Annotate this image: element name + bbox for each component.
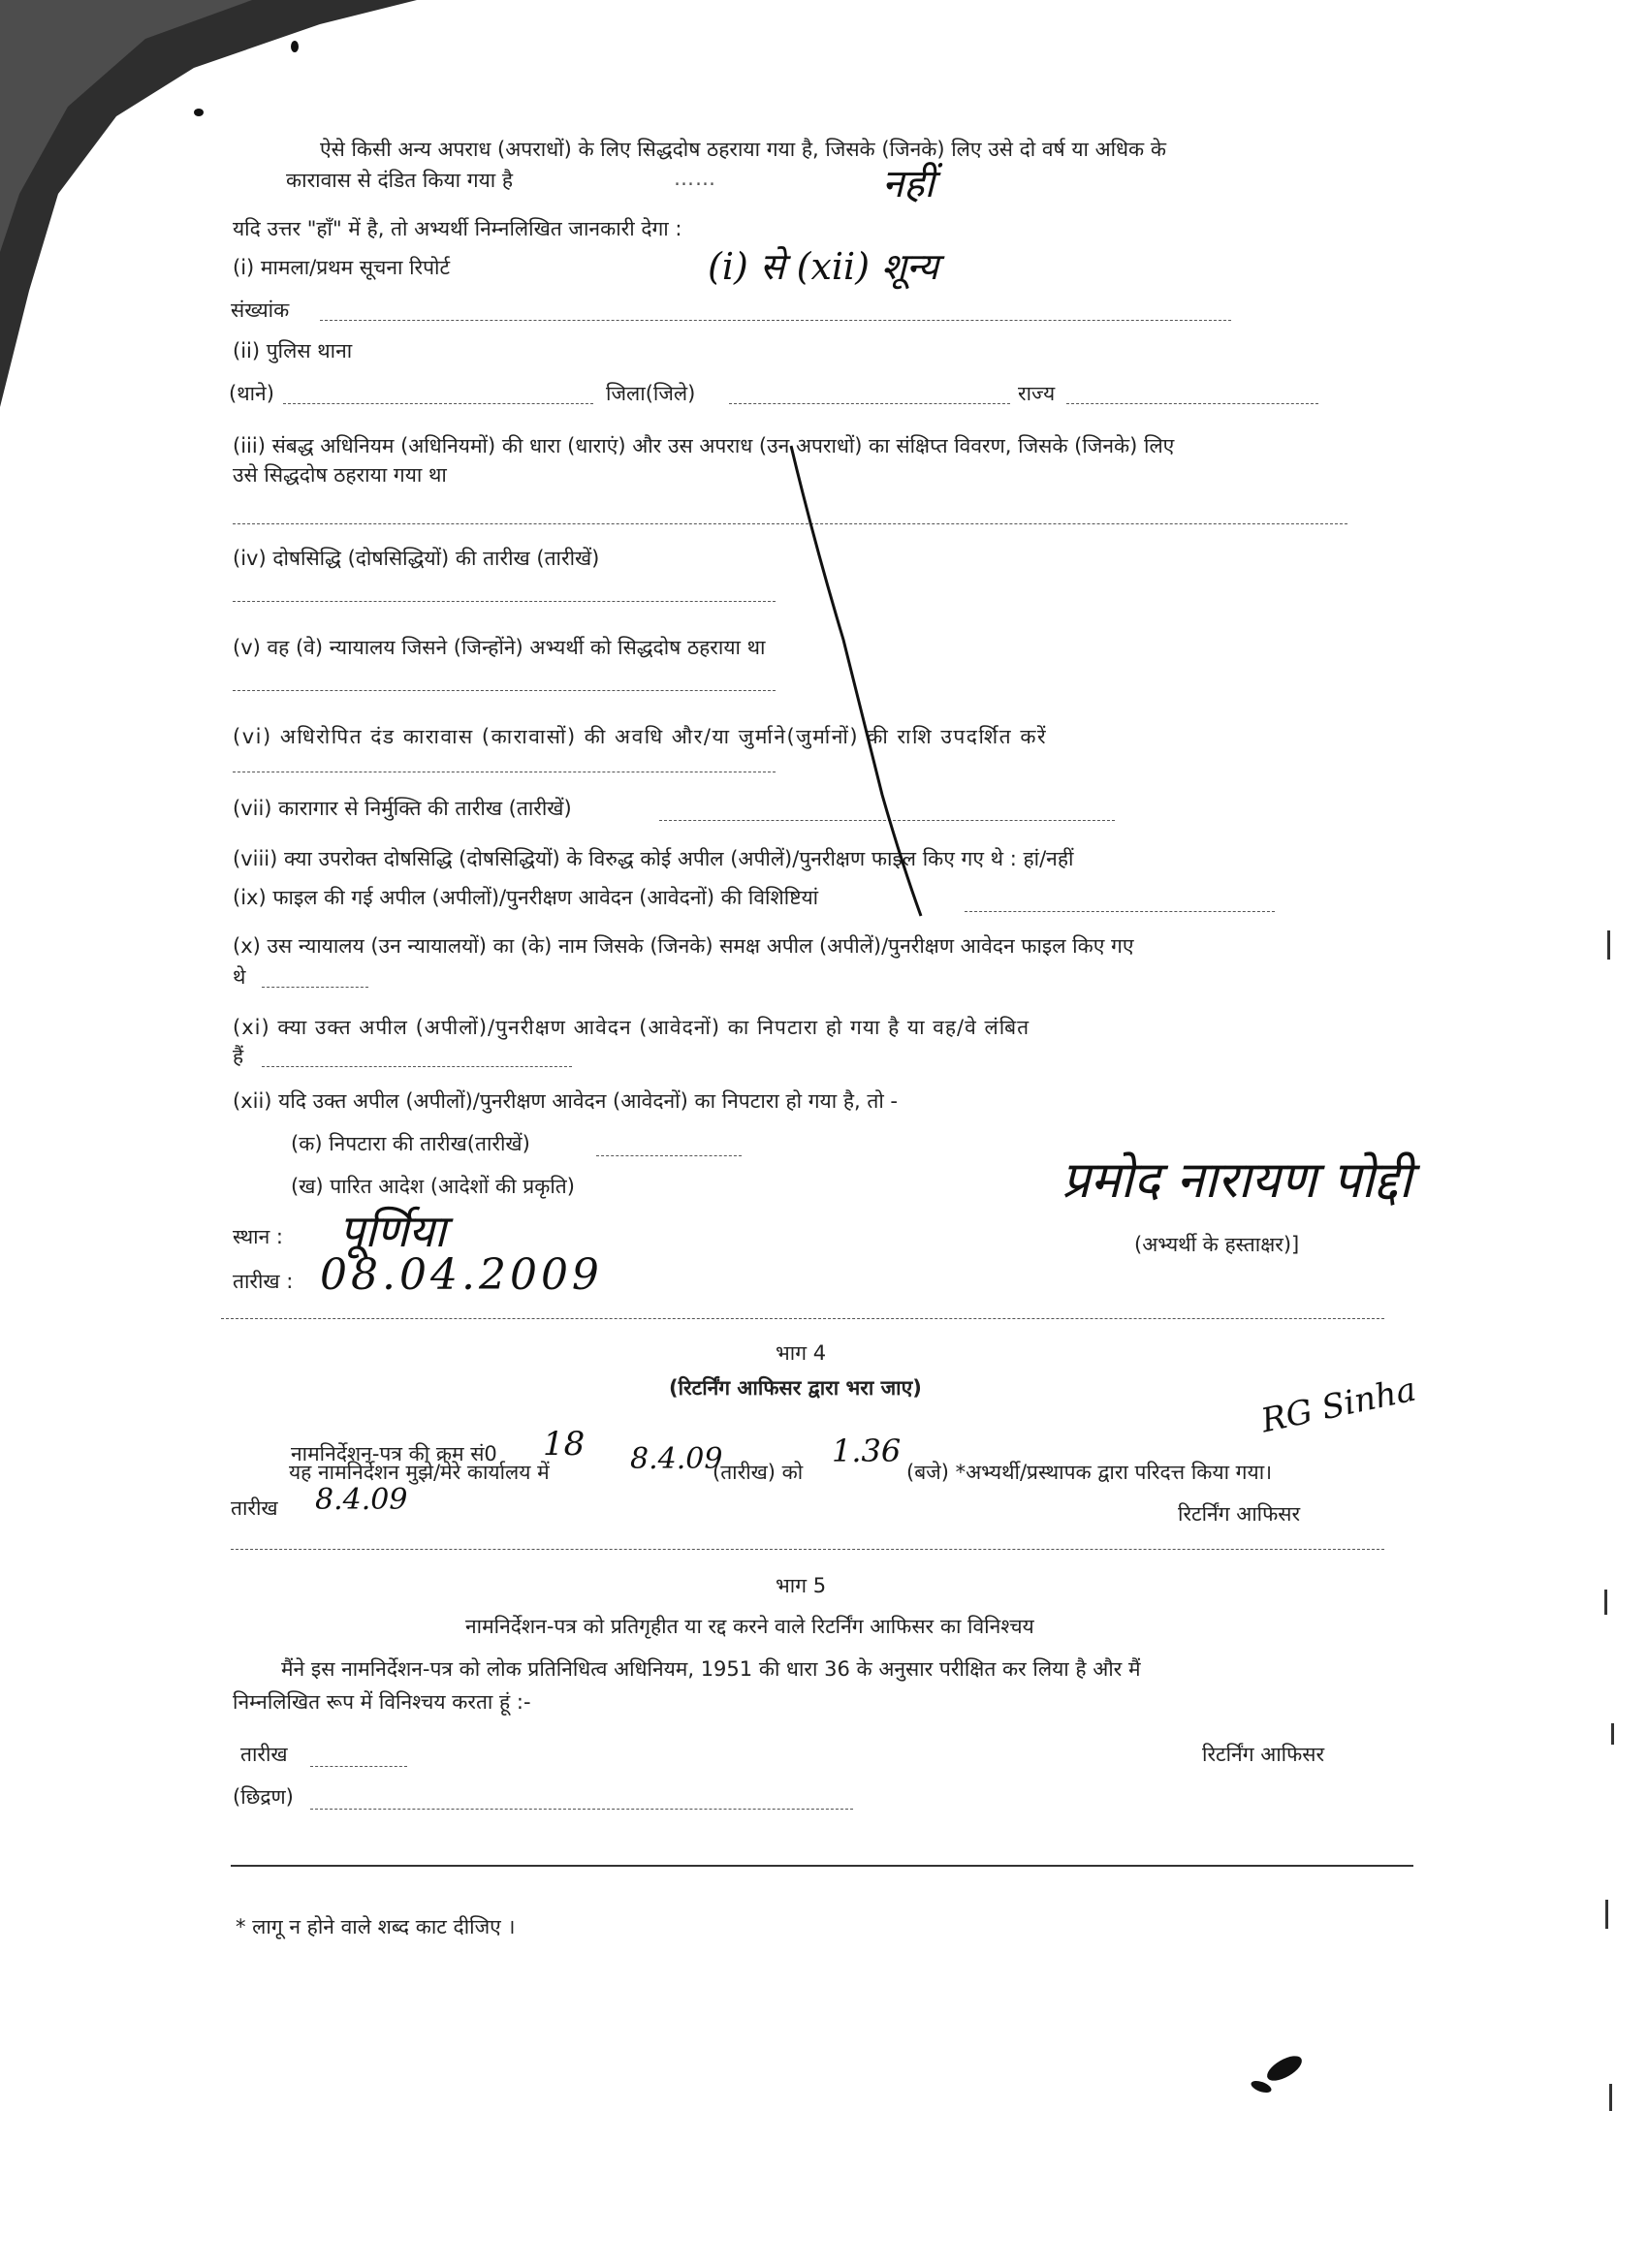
part5-chhidran-label: (छिद्रण) <box>233 1785 294 1809</box>
handwritten-nil-note: (i) से (xii) शून्य <box>708 245 939 288</box>
item-ii-rajya: राज्य <box>1018 382 1056 405</box>
item-ix-label: (ix) फाइल की गई अपील (अपीलों)/पुनरीक्षण आवेदन (आवेदनों) की विशिष्टियां <box>233 886 819 909</box>
part4-line2-a: यह नामनिर्देशन मुझे/मेरे कार्यालय में <box>289 1461 550 1484</box>
part5-officer-caption: रिटर्निंग आफिसर <box>1202 1743 1325 1766</box>
margin-mark <box>1605 1900 1608 1929</box>
item-ii-jila: जिला(जिले) <box>606 382 696 405</box>
handwritten-date: 08.04.2009 <box>320 1250 603 1300</box>
margin-mark <box>1609 2084 1612 2111</box>
item-xii-kha: (ख) पारित आदेश (आदेशों की प्रकृति) <box>291 1175 575 1198</box>
item-xii-ka: (क) निपटारा की तारीख(तारीखें) <box>291 1132 530 1155</box>
handwritten-part4-date: 8.4.09 <box>315 1483 408 1517</box>
part5-line-2: निम्नलिखित रूप में विनिश्चय करता हूं :- <box>233 1690 531 1714</box>
sthan-label: स्थान : <box>233 1225 284 1248</box>
part4-serial-label: नामनिर्देशन-पत्र की क्रम सं0 <box>291 1442 497 1465</box>
item-vi-line-1: (vi) अधिरोपित दंड कारावास (कारावासों) की अवधि और/या जुर्माने(जुर्मानों) की राशि उपदर्शित करें <box>233 725 1048 748</box>
handwritten-serial: 18 <box>543 1425 586 1464</box>
part5-heading: भाग 5 <box>776 1574 827 1597</box>
margin-mark <box>1607 930 1610 960</box>
item-viii-label: (viii) क्या उपरोक्त दोषसिद्धि (दोषसिद्धियों) के विरुद्ध कोई अपील (अपीलें)/पुनरीक्षण फाइल किए गए थे : हां/नहीं <box>233 847 1074 870</box>
strike-through-line <box>756 426 969 930</box>
candidate-signature: प्रमोद नारायण पोद्दी <box>1062 1151 1412 1210</box>
item-i-line-2: संख्यांक <box>231 299 290 322</box>
tarikh-label: तारीख : <box>233 1270 294 1293</box>
handwritten-received-date: 8.4.09 <box>630 1442 723 1476</box>
ink-spot <box>291 41 299 52</box>
returning-officer-signature: RG Sinha <box>1257 1370 1420 1441</box>
part4-line2-c: (बजे) *अभ्यर्थी/प्रस्थापक द्वारा परिदत्त किया गया। <box>906 1461 1273 1484</box>
item-iii-line-1: (iii) संबद्ध अधिनियम (अधिनियमों) की धारा (धाराएं) और उस अपराध (उन अपराधों) का संक्षिप्त विवरण, जिसके (जिनके) लिए <box>233 434 1175 457</box>
margin-mark <box>1604 1590 1607 1615</box>
ink-spot <box>1263 2051 1306 2086</box>
item-iv-label: (iv) दोषसिद्धि (दोषसिद्धियों) की तारीख (तारीखें) <box>233 547 600 570</box>
item-iii-line-2: उसे सिद्धदोष ठहराया गया था <box>233 463 447 487</box>
item-ii-label: (ii) पुलिस थाना <box>233 339 353 362</box>
part5-subheading: नामनिर्देशन-पत्र को प्रतिगृहीत या रद्द करने वाले रिटर्निंग आफिसर का विनिश्चय <box>465 1615 1034 1638</box>
part4-subheading: (रिटर्निंग आफिसर द्वारा भरा जाए) <box>669 1376 922 1400</box>
ink-spot <box>194 109 204 116</box>
prelude-line-3: यदि उत्तर "हाँ" में है, तो अभ्यर्थी निम्नलिखित जानकारी देगा : <box>233 217 682 240</box>
item-x-line-1: (x) उस न्यायालय (उन न्यायालयों) का (के) नाम जिसके (जिनके) समक्ष अपील (अपीलें)/पुनरीक्षण आवेदन फाइल किए गए <box>233 934 1134 958</box>
prelude-line-1: ऐसे किसी अन्य अपराध (अपराधों) के लिए सिद्धदोष ठहराया गया है, जिसके (जिनके) लिए उसे दो वर्ष या अधिक के <box>320 138 1166 161</box>
item-ii-thana: (थाने) <box>229 382 274 405</box>
item-v-label: (v) वह (वे) न्यायालय जिसने (जिन्होंने) अभ्यर्थी को सिद्धदोष ठहराया था <box>233 636 766 659</box>
item-xi-line-2: हैं <box>233 1045 244 1068</box>
part4-officer-caption: रिटर्निंग आफिसर <box>1178 1502 1301 1526</box>
part4-heading: भाग 4 <box>776 1341 827 1365</box>
part5-tarikh-label: तारीख <box>240 1743 288 1766</box>
footnote: * लागू न होने वाले शब्द काट दीजिए । <box>236 1915 516 1938</box>
ink-spot <box>1250 2079 1273 2095</box>
handwritten-place: पूर्णिया <box>339 1205 446 1257</box>
part4-line2-b: (तारीख) को <box>713 1461 804 1484</box>
candidate-signature-caption: (अभ्यर्थी के हस्ताक्षर)] <box>1134 1233 1300 1256</box>
item-xi-line-1: (xi) क्या उक्त अपील (अपीलों)/पुनरीक्षण आवेदन (आवेदनों) का निपटारा हो गया है या वह/वे लंबित <box>233 1016 1030 1039</box>
item-vii-label: (vii) कारागार से निर्मुक्ति की तारीख (तारीखें) <box>233 797 572 820</box>
item-i-label: (i) मामला/प्रथम सूचना रिपोर्ट <box>233 256 451 279</box>
prelude-dots: …… <box>674 167 716 190</box>
handwritten-received-time: 1.36 <box>832 1433 902 1469</box>
item-xii-line-1: (xii) यदि उक्त अपील (अपीलों)/पुनरीक्षण आवेदन (आवेदनों) का निपटारा हो गया है, तो - <box>233 1089 899 1113</box>
margin-mark <box>1611 1723 1614 1745</box>
part5-line-1: मैंने इस नामनिर्देशन-पत्र को लोक प्रतिनिधित्व अधिनियम, 1951 की धारा 36 के अनुसार परीक्षित कर लिया है और मैं <box>281 1657 1141 1681</box>
part4-tarikh-label: तारीख <box>231 1496 278 1520</box>
handwritten-answer: नहीं <box>882 162 935 206</box>
item-x-line-2: थे <box>233 965 246 989</box>
prelude-line-2: कारावास से दंडित किया गया है <box>286 169 514 192</box>
